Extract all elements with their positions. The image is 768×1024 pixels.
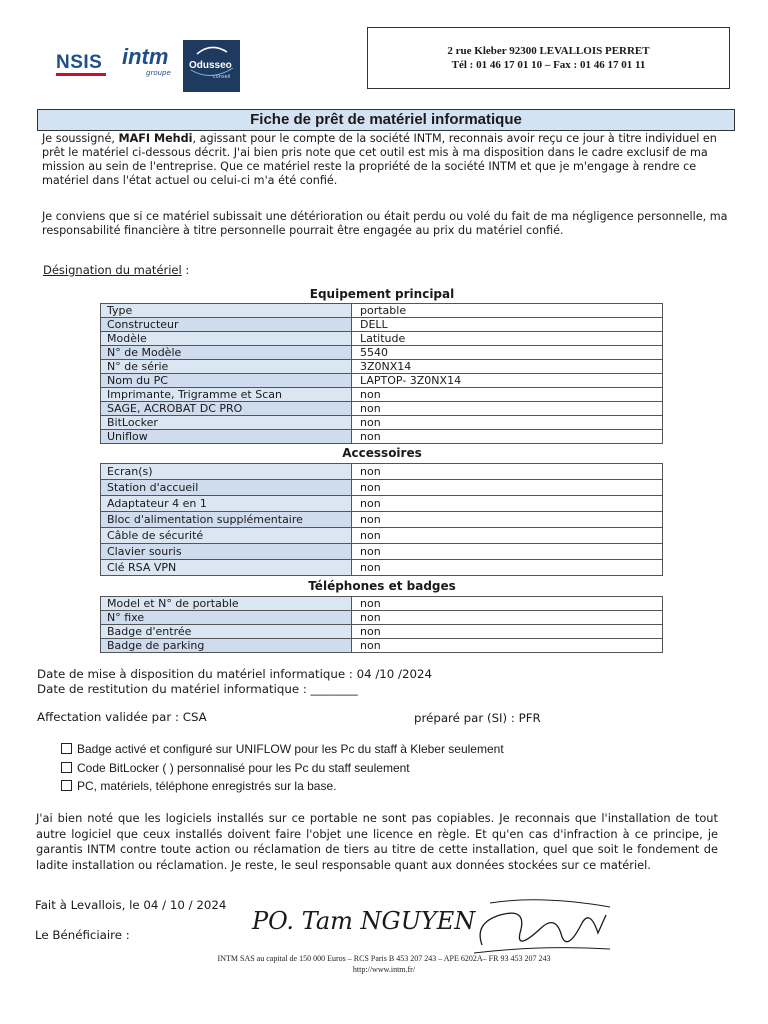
designation-label: Désignation du matériel — [43, 263, 182, 277]
section-title-equipement: Equipement principal — [309, 287, 455, 301]
intm-logo: intm — [122, 44, 169, 69]
table-row — [101, 430, 663, 444]
row-value: non — [352, 512, 663, 528]
row-label: Type — [101, 304, 352, 318]
row-label: N° de série — [101, 360, 352, 374]
form-title: Fiche de prêt de matériel informatique — [37, 109, 735, 131]
row-value: non — [352, 528, 663, 544]
row-label: Adaptateur 4 en 1 — [101, 496, 352, 512]
row-label: N° de Modèle — [101, 346, 352, 360]
table-row — [101, 318, 663, 332]
table-row — [101, 611, 663, 625]
row-label: Imprimante, Trigramme et Scan — [101, 388, 352, 402]
row-value: non — [352, 480, 663, 496]
checkbox-box[interactable] — [61, 762, 72, 773]
nsis-logo: NSIS — [56, 52, 103, 73]
equipement-table — [100, 303, 663, 444]
row-value: DELL — [352, 318, 663, 332]
company-address-box — [367, 27, 730, 89]
table-row — [101, 496, 663, 512]
intro-text-after: , agissant pour le compte de la société INTM, reconnais avoir reçu ce jour à titre individuel en prêt le matériel ci-dessous décrit. J'ai bien pris note que cet outil est mis à ma disposition dans le cadre exclusif de ma mission au sein de l'entreprise. Que ce matériel reste la propriété de la société INTM et que je m'engage à rendre ce matériel dans l'état actuel ou celui-ci m'a été confié. — [42, 132, 717, 187]
row-label: Model et N° de portable — [101, 597, 352, 611]
row-label: N° fixe — [101, 611, 352, 625]
row-value: non — [352, 611, 663, 625]
table-row — [101, 374, 663, 388]
affectation-line — [37, 710, 207, 724]
table-row — [101, 346, 663, 360]
date-mise-label: Date de mise à disposition du matériel informatique : — [37, 667, 357, 681]
intm-logo-subtitle: groupe — [146, 69, 171, 77]
checkbox-item-base[interactable] — [61, 779, 336, 793]
row-value: Latitude — [352, 332, 663, 346]
odusseo-logo-text: Odusseo — [189, 60, 232, 71]
row-value: non — [352, 639, 663, 653]
checkbox-item-bitlocker[interactable] — [61, 761, 410, 775]
table-row — [101, 625, 663, 639]
odusseo-logo-subtitle: conseil — [213, 74, 231, 80]
prepare-par-label: préparé par (SI) : — [414, 711, 519, 725]
table-row — [101, 560, 663, 576]
row-label: Ecran(s) — [101, 464, 352, 480]
date-mise-disposition — [37, 667, 432, 681]
row-label: Badge d'entrée — [101, 625, 352, 639]
row-value: 3Z0NX14 — [352, 360, 663, 374]
checkbox-box[interactable] — [61, 743, 72, 754]
nsis-logo-bar — [56, 73, 106, 76]
checkbox-label: Badge activé et configuré sur UNIFLOW pour les Pc du staff à Kleber seulement — [77, 742, 504, 756]
intro-text-before: Je soussigné, — [42, 132, 119, 145]
row-value: non — [352, 496, 663, 512]
section-title-accessoires: Accessoires — [342, 446, 422, 460]
row-label: Nom du PC — [101, 374, 352, 388]
prepare-par-value: PFR — [518, 711, 541, 725]
table-row — [101, 304, 663, 318]
handwritten-name: PO. Tam NGUYEN — [252, 907, 476, 935]
row-label: SAGE, ACROBAT DC PRO — [101, 402, 352, 416]
table-row — [101, 360, 663, 374]
row-label: BitLocker — [101, 416, 352, 430]
row-label: Clavier souris — [101, 544, 352, 560]
fait-a-line: Fait à Levallois, le 04 / 10 / 2024 — [35, 898, 227, 912]
footer-website: http://www.intm.fr/ — [352, 965, 416, 974]
row-label: Station d'accueil — [101, 480, 352, 496]
checkbox-item-uniflow[interactable] — [61, 742, 504, 756]
table-row — [101, 544, 663, 560]
row-value: 5540 — [352, 346, 663, 360]
phone-fax-line: Tél : 01 46 17 01 10 – Fax : 01 46 17 01 11 — [451, 59, 646, 71]
address-line: 2 rue Kleber 92300 LEVALLOIS PERRET — [447, 45, 650, 57]
table-row — [101, 480, 663, 496]
row-value: non — [352, 625, 663, 639]
beneficiaire-label: Le Bénéficiaire : — [35, 928, 130, 942]
liability-paragraph: Je conviens que si ce matériel subissait une détérioration ou était perdu ou volé du fait de ma négligence personnelle, ma responsabilité financière à titre personnelle pourrait être engagée au prix du matériel confié. — [42, 210, 728, 237]
row-label: Constructeur — [101, 318, 352, 332]
designation-colon: : — [181, 263, 190, 277]
checkbox-box[interactable] — [61, 780, 72, 791]
date-restitution-value: ________ — [310, 682, 358, 696]
table-row — [101, 512, 663, 528]
date-restitution — [37, 682, 358, 696]
designation-heading — [43, 263, 189, 277]
table-row — [101, 464, 663, 480]
row-value: non — [352, 597, 663, 611]
affectation-label: Affectation validée par : — [37, 710, 183, 724]
beneficiary-name: MAFI Mehdi — [118, 132, 193, 145]
row-label: Uniflow — [101, 430, 352, 444]
prepare-par-line — [414, 711, 541, 725]
row-label: Badge de parking — [101, 639, 352, 653]
date-mise-value: 04 /10 /2024 — [356, 667, 433, 681]
row-value: non — [352, 416, 663, 430]
table-row — [101, 416, 663, 430]
row-label: Clé RSA VPN — [101, 560, 352, 576]
row-label: Bloc d'alimentation supplémentaire — [101, 512, 352, 528]
table-row — [101, 402, 663, 416]
row-value: non — [352, 388, 663, 402]
row-value: portable — [352, 304, 663, 318]
odusseo-logo — [183, 40, 240, 92]
row-value: LAPTOP- 3Z0NX14 — [352, 374, 663, 388]
table-row — [101, 332, 663, 346]
row-label: Modèle — [101, 332, 352, 346]
date-restitution-label: Date de restitution du matériel informatique : — [37, 682, 311, 696]
row-value: non — [352, 430, 663, 444]
row-value: non — [352, 560, 663, 576]
table-row — [101, 639, 663, 653]
section-title-telephones: Téléphones et badges — [308, 579, 456, 593]
accessoires-table — [100, 463, 663, 576]
row-value: non — [352, 544, 663, 560]
signature-scribble-icon — [470, 893, 615, 958]
affectation-value: CSA — [182, 710, 207, 724]
checkbox-label: Code BitLocker ( ) personnalisé pour les Pc du staff seulement — [77, 761, 410, 775]
footer-company-info: INTM SAS au capital de 150 000 Euros – RCS Paris B 453 207 243 – APE 6202A– FR 93 453 207 243 — [217, 954, 551, 963]
intro-paragraph — [42, 132, 728, 188]
row-value: non — [352, 402, 663, 416]
software-notice-paragraph: J'ai bien noté que les logiciels installés sur ce portable ne sont pas copiables. Je reconnais que l'installation de tout autre logiciel que ceux installés doivent faire l'objet une licence en règle. Et qu'en cas d'infraction à ce principe, je garantis INTM contre toute action ou réclamation de tiers au titre de cette installation, quel que soit le fondement de ladite installation ou réclamation. Je reste, le seul responsable quant aux données stockées sur ce matériel. — [36, 811, 718, 872]
table-row — [101, 597, 663, 611]
table-row — [101, 528, 663, 544]
table-row — [101, 388, 663, 402]
telephones-table — [100, 596, 663, 653]
row-label: Câble de sécurité — [101, 528, 352, 544]
row-value: non — [352, 464, 663, 480]
checkbox-label: PC, matériels, téléphone enregistrés sur la base. — [77, 779, 337, 793]
